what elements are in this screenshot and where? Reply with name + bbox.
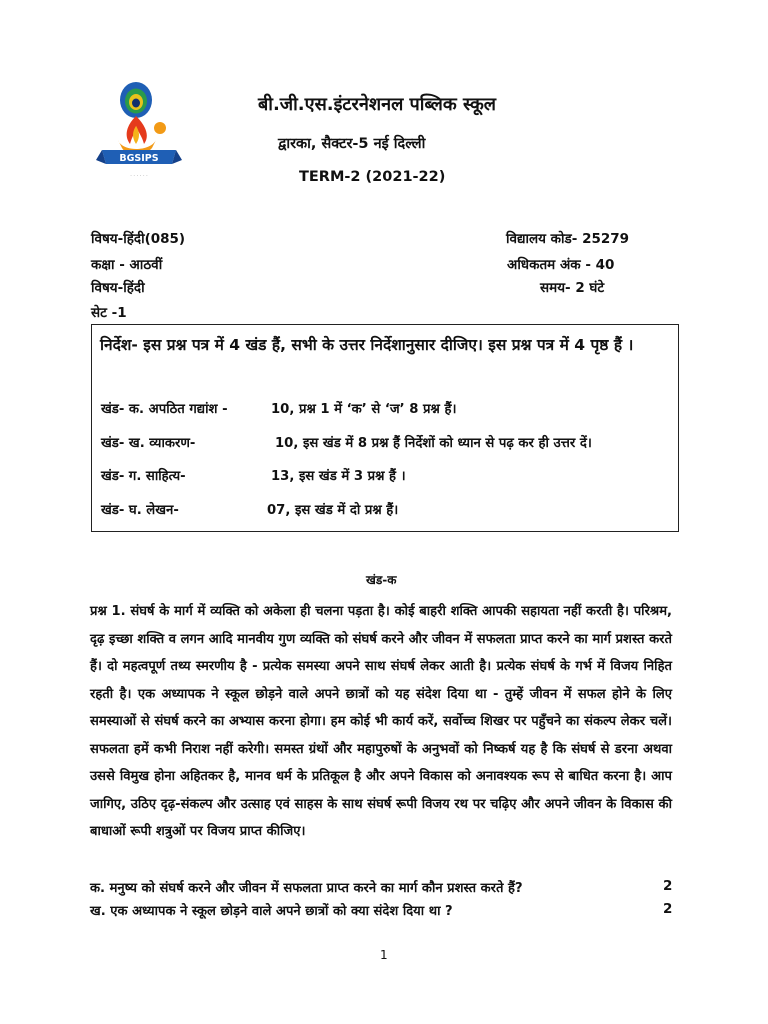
section-label: खंड- ग. साहित्य- bbox=[101, 469, 186, 484]
max-marks: अधिकतम अंक - 40 bbox=[507, 257, 615, 273]
section-desc: 10, प्रश्न 1 में ‘क’ से ‘ज’ 8 प्रश्न हैं। bbox=[271, 402, 457, 417]
set-label: सेट -1 bbox=[91, 305, 127, 321]
subject-code: विषय-हिंदी(085) bbox=[91, 231, 186, 247]
school-logo bbox=[96, 80, 182, 180]
question-1-kha: ख. एक अध्यापक ने स्कूल छोड़ने वाले अपने छात्रों को क्या संदेश दिया था ? bbox=[90, 904, 453, 919]
section-title: खंड-क bbox=[366, 573, 397, 587]
section-desc: 07, इस खंड में दो प्रश्न हैं। bbox=[267, 503, 399, 518]
instructions-box bbox=[91, 324, 679, 532]
class-label: कक्षा - आठवीं bbox=[91, 257, 163, 273]
exam-term: TERM-2 (2021-22) bbox=[299, 169, 446, 185]
page-number: 1 bbox=[380, 948, 388, 962]
question-1-kha-marks: 2 bbox=[663, 901, 673, 917]
subject-label: विषय-हिंदी bbox=[91, 280, 145, 296]
school-address: द्वारका, सैक्टर-5 नई दिल्ली bbox=[278, 136, 426, 152]
question-1-ka: क. मनुष्य को संघर्ष करने और जीवन में सफलता प्राप्त करने का मार्ग कौन प्रशस्त करते हैं? bbox=[90, 881, 523, 896]
exam-time: समय- 2 घंटे bbox=[540, 280, 605, 296]
svg-text:· · · · · ·: · · · · · · bbox=[130, 173, 148, 179]
section-label: खंड- ख. व्याकरण- bbox=[101, 436, 196, 451]
instructions-heading: निर्देश- इस प्रश्न पत्र में 4 खंड हैं, सभी के उत्तर निर्देशानुसार दीजिए। इस प्रश्न पत्र में 4 पृष्ठ हैं । bbox=[100, 336, 634, 354]
section-desc: 10, इस खंड में 8 प्रश्न हैं निर्देशों को ध्यान से पढ़ कर ही उत्तर दें। bbox=[275, 436, 592, 451]
passage-text: प्रश्न 1. संघर्ष के मार्ग में व्यक्ति को अकेला ही चलना पड़ता है। कोई बाहरी शक्ति आपकी सहायता नहीं करती है। परिश्रम, दृढ़ इच्छा शक्ति व लगन आदि मानवीय गुण व्यक्ति को संघर्ष करने और जीवन में सफलता प्राप्त करने का मार्ग प्रशस्त करते हैं। दो महत्वपूर्ण तथ्य स्मरणीय है - प्रत्येक समस्या अपने साथ संघर्ष लेकर आती है। प्रत्येक संघर्ष के गर्भ में विजय निहित रहती है। एक अध्यापक ने स्कूल छोड़ने वाले अपने छात्रों को यह संदेश दिया था - तुम्हें जीवन में सफल होने के लिए समस्याओं से संघर्ष करने का अभ्यास करना होगा। हम कोई भी कार्य करें, सर्वोच्च शिखर पर पहुँचने का संकल्प लेकर चलें। सफलता हमें कभी निराश नहीं करेगी। समस्त ग्रंथों और महापुरुषों के अनुभवों को निष्कर्ष यह है कि संघर्ष से डरना अथवा उससे विमुख होना अहितकर है, मानव धर्म के प्रतिकूल है और अपने विकास को अनावश्यक रूप से बाधित करना है। आप जागिए, उठिए दृढ़-संकल्प और उत्साह एवं साहस के साथ संघर्ष रूपी विजय रथ पर चढ़िए और अपने जीवन के विकास की बाधाओं रूपी शत्रुओं पर विजय प्राप्त कीजिए। bbox=[90, 604, 672, 839]
section-desc: 13, इस खंड में 3 प्रश्न हैं । bbox=[271, 469, 406, 484]
question-1-ka-marks: 2 bbox=[663, 878, 673, 894]
section-label: खंड- क. अपठित गद्यांश - bbox=[101, 402, 228, 417]
school-name: बी.जी.एस.इंटरनेशनल पब्लिक स्कूल bbox=[258, 94, 497, 115]
school-code: विद्यालय कोड- 25279 bbox=[506, 231, 630, 247]
svg-text:BGSIPS: BGSIPS bbox=[119, 153, 159, 164]
section-label: खंड- घ. लेखन- bbox=[101, 503, 179, 518]
